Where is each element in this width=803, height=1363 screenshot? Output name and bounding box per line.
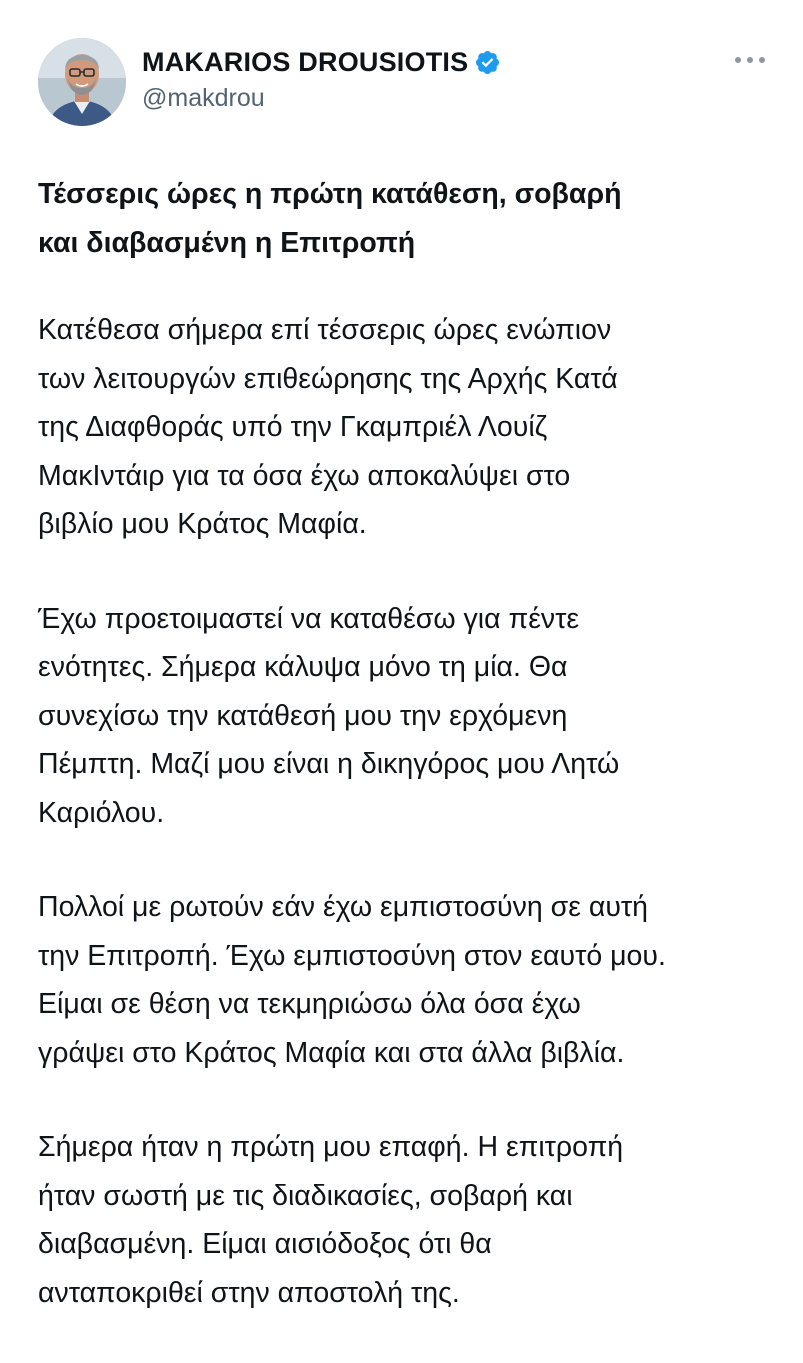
paragraph-line: Καριόλου. bbox=[38, 796, 165, 829]
user-handle[interactable]: @makdrou bbox=[142, 84, 265, 112]
more-dot bbox=[735, 57, 741, 63]
more-dot bbox=[747, 57, 753, 63]
paragraph-line: συνεχίσω την κατάθεσή μου την ερχόμενη bbox=[38, 699, 568, 732]
paragraph-line: γράψει στο Κράτος Μαφία και στα άλλα βιβλία. bbox=[38, 1036, 625, 1069]
tweet-text bbox=[38, 170, 778, 1363]
paragraph-line: ανταποκριθεί στην αποστολή της. bbox=[38, 1276, 460, 1309]
tweet-paragraph-4 bbox=[38, 1123, 778, 1317]
tweet-paragraph-1 bbox=[38, 306, 778, 549]
paragraph-line: Είμαι σε θέση να τεκμηριώσω όλα όσα έχω bbox=[38, 988, 581, 1020]
display-name-row bbox=[142, 44, 501, 80]
tweet-paragraph-2 bbox=[38, 595, 778, 838]
tweet-paragraph-3 bbox=[38, 883, 778, 1077]
paragraph-line: ήταν σωστή με τις διαδικασίες, σοβαρή και bbox=[38, 1179, 573, 1212]
title-line: και διαβασμένη η Επιτροπή bbox=[38, 227, 416, 259]
display-name[interactable]: MAKARIOS DROUSIOTIS bbox=[142, 46, 469, 77]
paragraph-line: ενότητες. Σήμερα κάλυψα μόνο τη μία. Θα bbox=[38, 651, 568, 683]
tweet-header bbox=[38, 38, 773, 128]
tweet-title bbox=[38, 170, 778, 268]
paragraph-line: Πολλοί με ρωτούν εάν έχω εμπιστοσύνη σε αυτή bbox=[38, 891, 649, 923]
paragraph-line: της Διαφθοράς υπό την Γκαμπριέλ Λουίζ bbox=[38, 411, 548, 443]
avatar[interactable] bbox=[38, 38, 126, 126]
paragraph-line: την Επιτροπή. Έχω εμπιστοσύνη στον εαυτό μου. bbox=[38, 939, 666, 972]
more-dot bbox=[759, 57, 765, 63]
more-options-icon[interactable] bbox=[735, 50, 765, 70]
paragraph-line: Πέμπτη. Μαζί μου είναι η δικηγόρος μου Λητώ bbox=[38, 748, 620, 780]
paragraph-line: διαβασμένη. Είμαι αισιόδοξος ότι θα bbox=[38, 1228, 492, 1260]
paragraph-line: Σήμερα ήταν η πρώτη μου επαφή. Η επιτροπή bbox=[38, 1131, 624, 1163]
paragraph-line: βιβλίο μου Κράτος Μαφία. bbox=[38, 508, 367, 540]
avatar-photo bbox=[38, 38, 126, 126]
paragraph-line: Κατέθεσα σήμερα επί τέσσερις ώρες ενώπιον bbox=[38, 314, 612, 346]
paragraph-line: των λειτουργών επιθεώρησης της Αρχής Κατά bbox=[38, 362, 618, 395]
paragraph-line: Έχω προετοιμαστεί να καταθέσω για πέντε bbox=[38, 602, 580, 635]
verified-badge-icon bbox=[474, 49, 501, 76]
paragraph-line: ΜακΙντάιρ για τα όσα έχω αποκαλύψει στο bbox=[38, 459, 571, 492]
author-info[interactable] bbox=[142, 44, 501, 113]
title-line: Τέσσερις ώρες η πρώτη κατάθεση, σοβαρή bbox=[38, 178, 622, 210]
